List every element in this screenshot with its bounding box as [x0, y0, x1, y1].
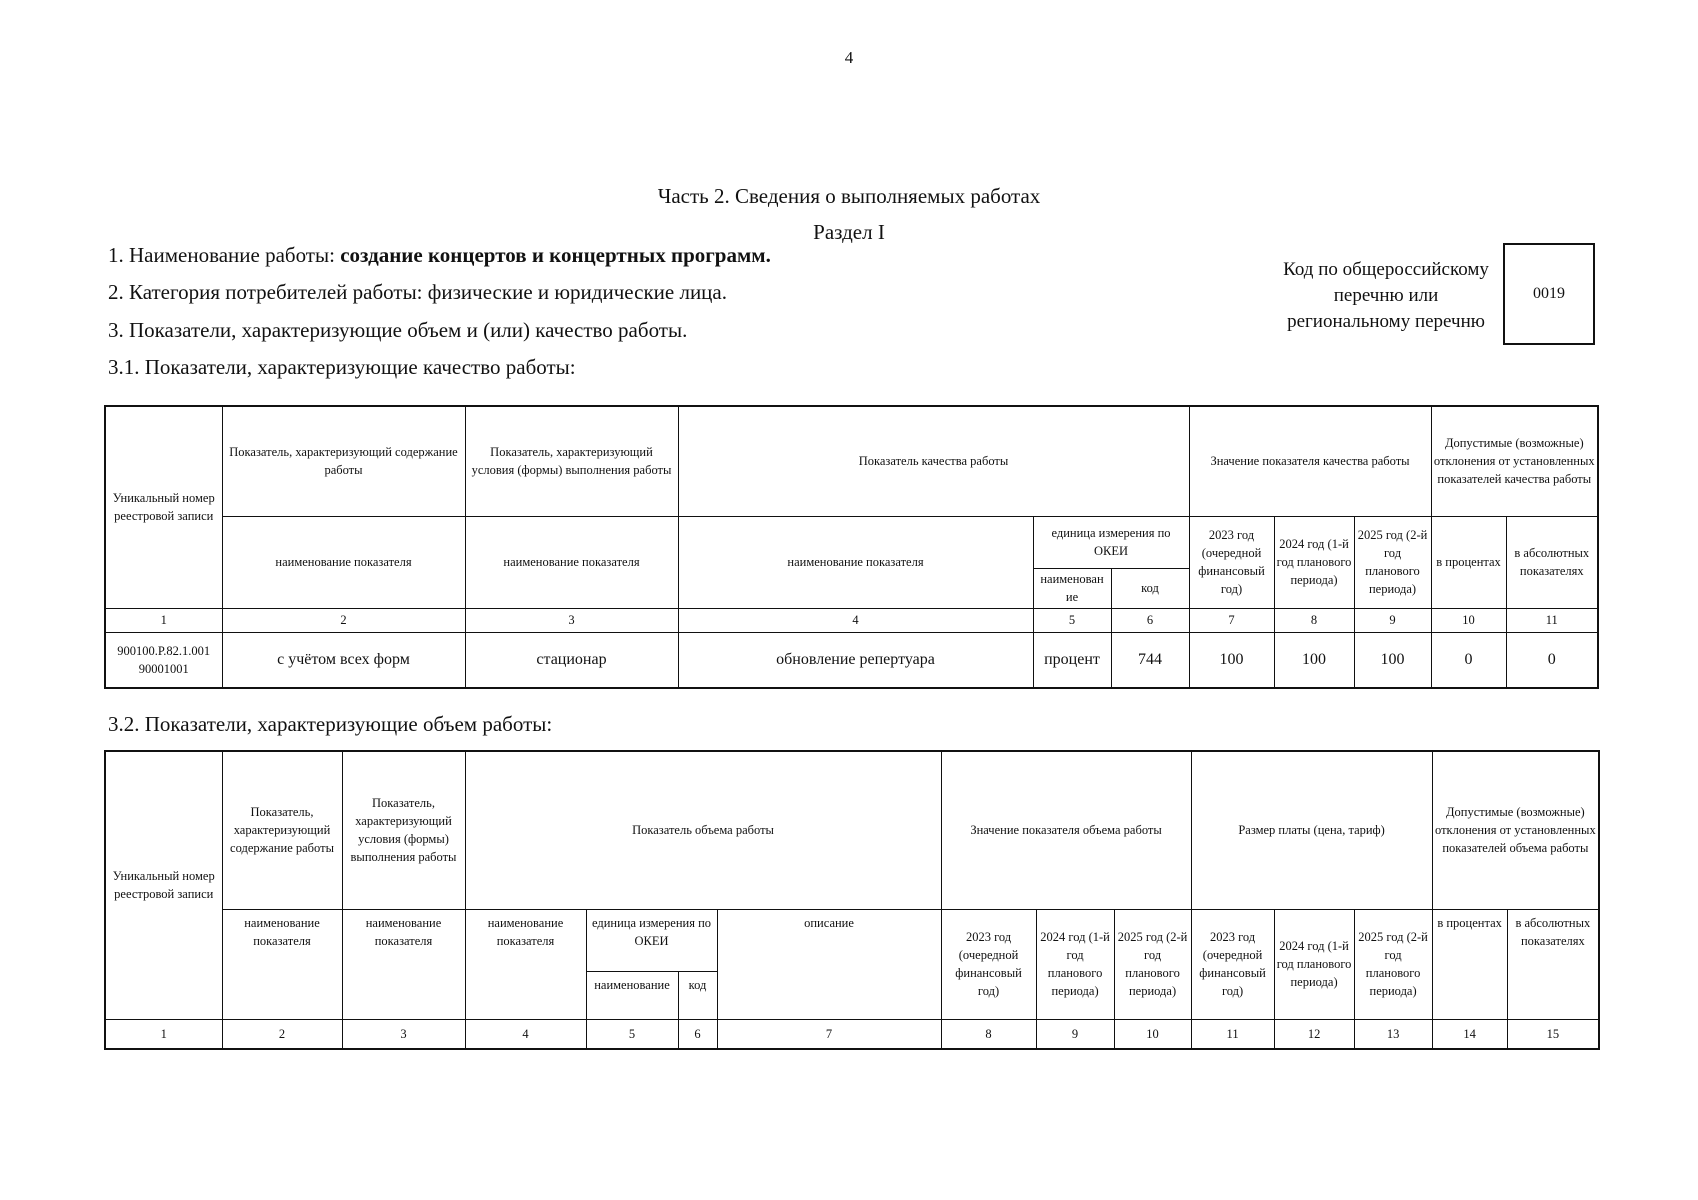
t1-content-indicator-header: Показатель, характеризующий содержание работы — [222, 406, 465, 516]
t2-col-num: 15 — [1507, 1019, 1599, 1049]
t2-col-num: 1 — [105, 1019, 222, 1049]
t2-fee-2023-header: 2023 год (очередной финансовый год) — [1191, 909, 1274, 1019]
t2-col-num: 9 — [1036, 1019, 1114, 1049]
code-label: Код по общероссийскому перечню или региональному перечню — [1283, 259, 1489, 332]
page-number: 4 — [844, 48, 854, 67]
quality-indicators-heading: 3.1. Показатели, характеризующие качество работы: — [108, 355, 576, 379]
t2-col-num: 6 — [678, 1019, 717, 1049]
t1-condition-name-header: наименование показателя — [465, 516, 678, 608]
code-value: 0019 — [1533, 285, 1565, 302]
t2-col-num: 4 — [465, 1019, 586, 1049]
t1-content-name-header: наименование показателя — [222, 516, 465, 608]
t2-deviations-header: Допустимые (возможные) отклонения от установленных показателей объема работы — [1432, 751, 1599, 909]
t2-content-indicator-header: Показатель, характеризующий содержание работы — [222, 751, 342, 909]
t2-col-num: 12 — [1274, 1019, 1354, 1049]
t2-condition-name-header: наименование показателя — [342, 909, 465, 1019]
t1-year-2025-header: 2025 год (2-й год планового периода) — [1354, 516, 1431, 608]
t2-unit-name-header: наименование — [586, 971, 678, 1019]
t2-condition-indicator-header: Показатель, характеризующий условия (формы) выполнения работы — [342, 751, 465, 909]
t1-col-num: 7 — [1189, 608, 1274, 632]
t1-col-num: 8 — [1274, 608, 1354, 632]
volume-indicators-heading: 3.2. Показатели, характеризующие объем работы: — [108, 712, 553, 736]
t1-condition-indicator-header: Показатель, характеризующий условия (формы) выполнения работы — [465, 406, 678, 516]
t1-unique-no-header: Уникальный номер реестровой записи — [105, 406, 222, 608]
t1-unit-code-value: 744 — [1111, 632, 1189, 688]
indicators-line: 3. Показатели, характеризующие объем и (или) качество работы. — [108, 318, 688, 342]
code-box — [1503, 243, 1595, 345]
t1-quality-indicator-header: Показатель качества работы — [678, 406, 1189, 516]
t1-value-2023: 100 — [1189, 632, 1274, 688]
t2-volume-2025-header: 2025 год (2-й год планового периода) — [1114, 909, 1191, 1019]
t2-col-num: 11 — [1191, 1019, 1274, 1049]
t2-volume-2023-header: 2023 год (очередной финансовый год) — [941, 909, 1036, 1019]
t2-col-num: 8 — [941, 1019, 1036, 1049]
t2-indicator-name-header: наименование показателя — [465, 909, 586, 1019]
t1-absolute-header: в абсолютных показателях — [1506, 516, 1598, 608]
t1-col-num: 11 — [1506, 608, 1598, 632]
work-name-line — [108, 243, 771, 268]
t2-col-num: 5 — [586, 1019, 678, 1049]
t2-unit-code-header: код — [678, 971, 717, 1019]
t1-indicator-value: обновление репертуара — [678, 632, 1033, 688]
t2-description-header: описание — [717, 909, 941, 1019]
t1-col-num: 5 — [1033, 608, 1111, 632]
t1-value-2025: 100 — [1354, 632, 1431, 688]
t2-volume-indicator-header: Показатель объема работы — [465, 751, 941, 909]
t1-value-2024: 100 — [1274, 632, 1354, 688]
t1-col-num: 6 — [1111, 608, 1189, 632]
t1-indicator-name-header: наименование показателя — [678, 516, 1033, 608]
t1-col-num: 2 — [222, 608, 465, 632]
t2-fee-2024-header: 2024 год (1-й год планового периода) — [1274, 909, 1354, 1019]
t2-col-num: 3 — [342, 1019, 465, 1049]
consumer-category-line: 2. Категория потребителей работы: физические и юридические лица. — [108, 280, 727, 304]
t2-volume-2024-header: 2024 год (1-й год планового периода) — [1036, 909, 1114, 1019]
t1-year-2023-header: 2023 год (очередной финансовый год) — [1189, 516, 1274, 608]
t1-condition-value: стационар — [465, 632, 678, 688]
work-name-value: создание концертов и концертных программ. — [340, 243, 771, 267]
t1-col-num: 9 — [1354, 608, 1431, 632]
t2-col-num: 13 — [1354, 1019, 1432, 1049]
volume-table — [104, 750, 1600, 1050]
t2-content-name-header: наименование показателя — [222, 909, 342, 1019]
t2-unique-no-header: Уникальный номер реестровой записи — [105, 751, 222, 1019]
t2-percent-header: в процентах — [1432, 909, 1507, 1019]
t1-unit-code-header: код — [1111, 568, 1189, 608]
t2-fee-2025-header: 2025 год (2-й год планового периода) — [1354, 909, 1432, 1019]
t2-fee-header: Размер платы (цена, тариф) — [1191, 751, 1432, 909]
t2-col-num: 14 — [1432, 1019, 1507, 1049]
t1-deviation-percent: 0 — [1431, 632, 1506, 688]
t2-unit-header: единица измерения по ОКЕИ — [586, 909, 717, 971]
t1-col-num: 3 — [465, 608, 678, 632]
t1-deviation-absolute: 0 — [1506, 632, 1598, 688]
t2-col-num: 2 — [222, 1019, 342, 1049]
t1-unit-name-value: процент — [1033, 632, 1111, 688]
t1-unit-name-header: наименован ие — [1033, 568, 1111, 608]
section-title: Раздел I — [813, 220, 885, 244]
t2-volume-values-header: Значение показателя объема работы — [941, 751, 1191, 909]
t1-col-num: 1 — [105, 608, 222, 632]
t2-col-num: 7 — [717, 1019, 941, 1049]
t1-reg-no: 900100.Р.82.1.001 90001001 — [105, 632, 222, 688]
t1-data-row — [105, 632, 1598, 688]
t2-column-numbers-row — [105, 1019, 1599, 1049]
quality-table — [104, 405, 1599, 689]
t1-col-num: 4 — [678, 608, 1033, 632]
t2-col-num: 10 — [1114, 1019, 1191, 1049]
t2-absolute-header: в абсолютных показателях — [1507, 909, 1599, 1019]
t1-col-num: 10 — [1431, 608, 1506, 632]
t1-content-value: с учётом всех форм — [222, 632, 465, 688]
t1-deviations-header: Допустимые (возможные) отклонения от установленных показателей качества работы — [1431, 406, 1598, 516]
t1-unit-header: единица измерения по ОКЕИ — [1033, 516, 1189, 568]
work-name-prefix: 1. Наименование работы: — [108, 243, 341, 267]
t1-year-2024-header: 2024 год (1-й год планового периода) — [1274, 516, 1354, 608]
part-title: Часть 2. Сведения о выполняемых работах — [657, 184, 1041, 208]
t1-column-numbers-row — [105, 608, 1598, 632]
t1-quality-values-header: Значение показателя качества работы — [1189, 406, 1431, 516]
t1-percent-header: в процентах — [1431, 516, 1506, 608]
